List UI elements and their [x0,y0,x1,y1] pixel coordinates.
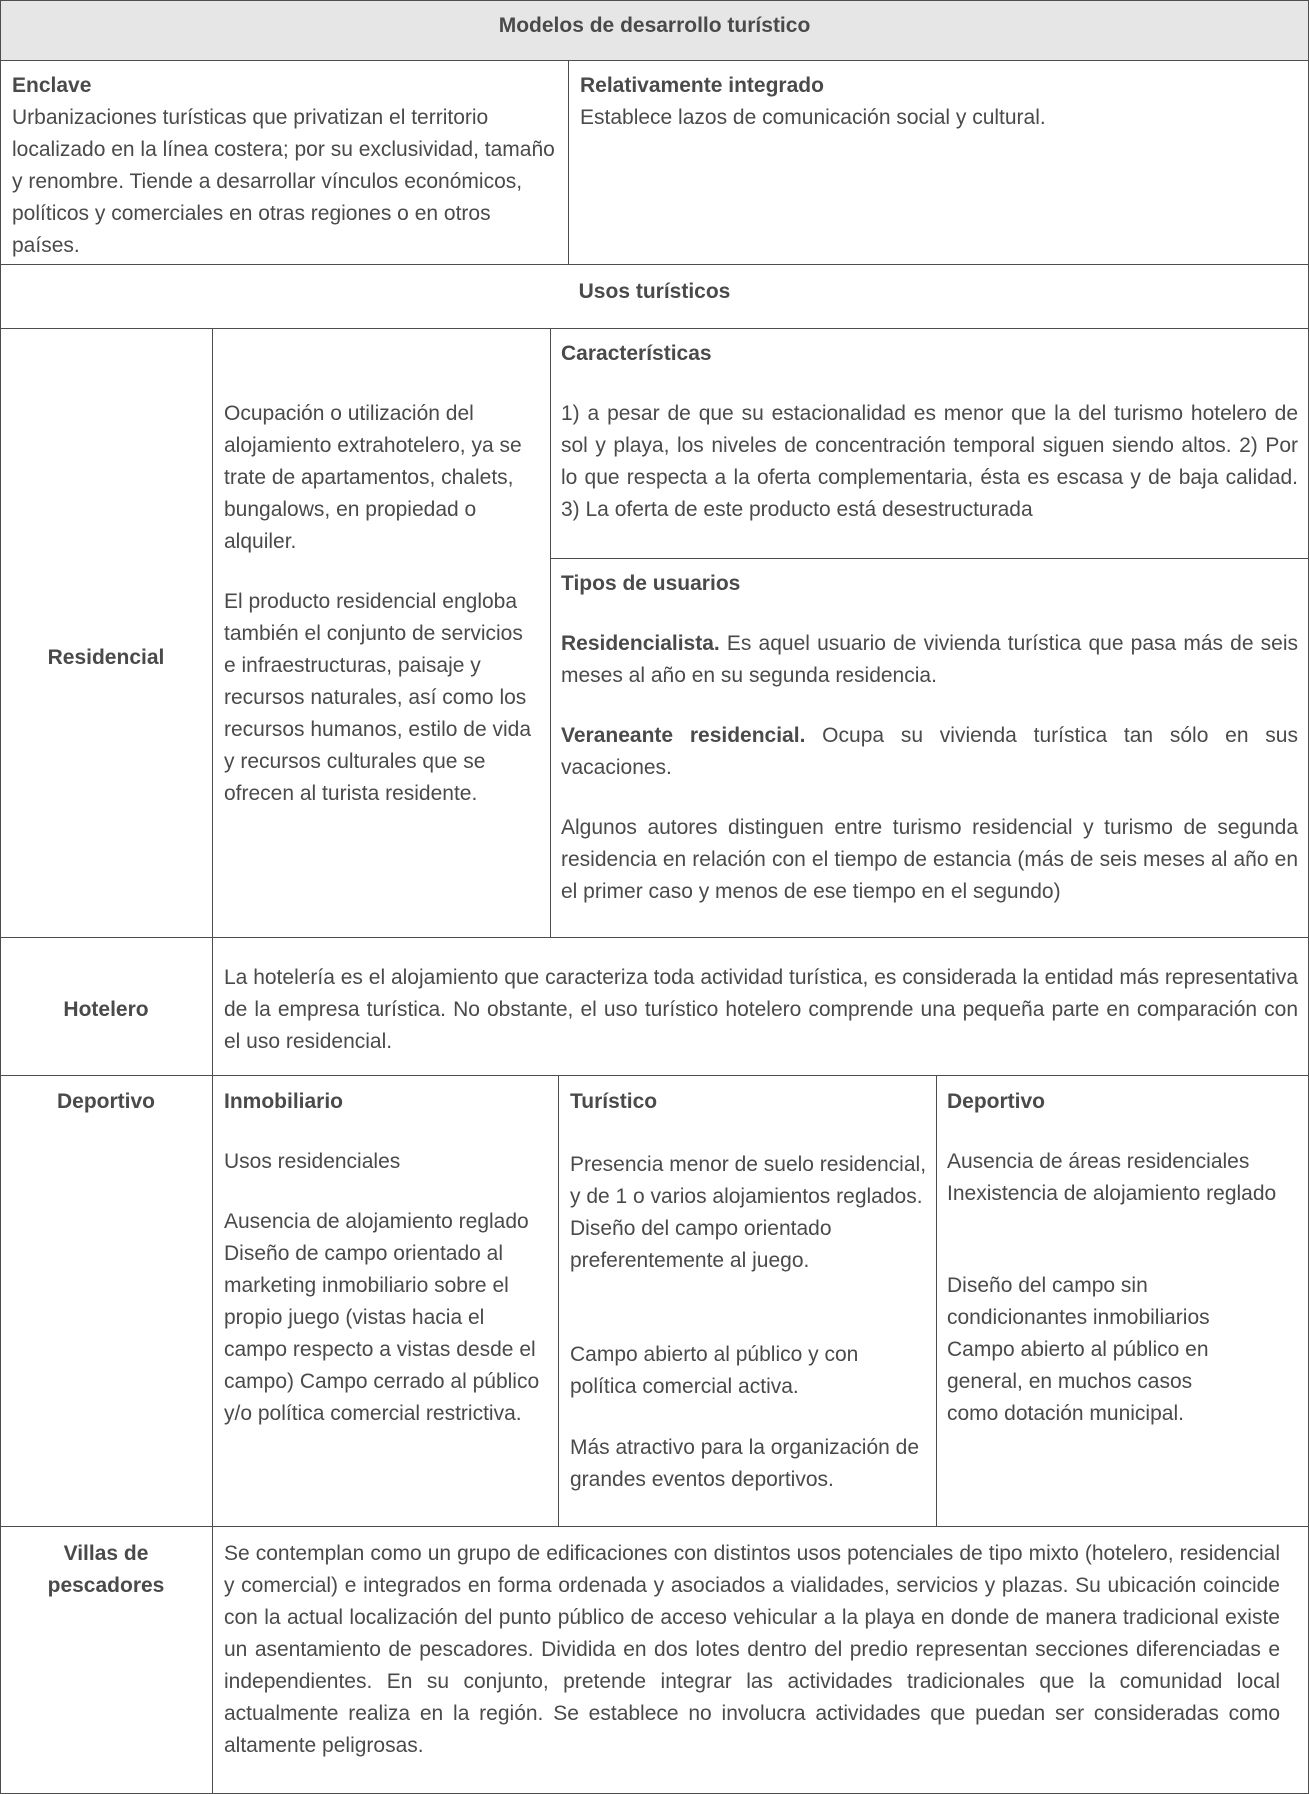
residencialista-definition: Es aquel usuario de vivienda turística que pasa más de seis meses al año en su segunda residencia. [561,632,1298,687]
cell-divider [550,558,1309,559]
residencialista-term: Residencialista. [561,632,720,655]
row-divider [0,937,1309,938]
enclave-title: Enclave [12,74,92,97]
caracteristicas-text: 1) a pesar de que su estacionalidad es menor que la del turismo hotelero de sol y playa, los niveles de concentración temporal siguen siendo altos. 2) Por lo que respecta a la oferta complementaria, ésta es escasa y de baja calidad. 3) La oferta de este producto está desestructurada [561,402,1298,521]
row-divider [0,1526,1309,1527]
turistico-p3: Más atractivo para la organización de grandes eventos deportivos. [570,1436,920,1491]
column-divider [558,1075,559,1526]
column-divider [550,328,551,937]
enclave-text: Urbanizaciones turísticas que privatizan el territorio localizado en la línea costera; por su exclusividad, tamaño y renombre. Tiende a desarrollar vínculos económicos, políticos y comerciales en otras regiones o en otros países. [12,106,555,257]
column-divider [936,1075,937,1526]
inmobiliario-title: Inmobiliario [224,1090,344,1113]
tipos-usuarios-title: Tipos de usuarios [561,572,741,595]
inmobiliario-p2: Ausencia de alojamiento reglado Diseño de campo orientado al marketing inmobiliario sobre el propio juego (vistas hacia el campo respecto a vistas desde el campo) Campo cerrado al público y/o política comercial restrictiva. [224,1210,540,1425]
deportivo-sub-title: Deportivo [947,1090,1046,1113]
veraneante-term: Veraneante residencial. [561,724,806,747]
turistico-title: Turístico [570,1090,658,1113]
hotelero-text: La hotelería es el alojamiento que caracteriza toda actividad turística, es considerada la entidad más representativa de la empresa turística. No obstante, el uso turístico hotelero comprende una pequeña parte en comparación con el uso residencial. [224,966,1298,1053]
integrado-title: Relativamente integrado [580,74,824,97]
autores-text: Algunos autores distinguen entre turismo residencial y turismo de segunda residencia en relación con el tiempo de estancia (más de seis meses al año en el primer caso y menos de ese tiempo en el segundo) [561,816,1298,903]
column-divider [212,328,213,1794]
veraneante-text [561,720,1298,784]
villas-label: Villas de pescadores [47,1542,165,1597]
row-divider [0,1075,1309,1076]
page-title: Modelos de desarrollo turístico [498,14,811,37]
column-divider [568,60,569,264]
inmobiliario-p1: Usos residenciales [224,1150,401,1173]
villas-text: Se contemplan como un grupo de edificaciones con distintos usos potenciales de tipo mixto (hotelero, residencial y comercial) e integrados en forma ordenada y asociados a vialidades, servicios y plazas. Su ubicación coincide con la actual localización del punto público de acceso vehicular a la playa en donde de manera tradicional existe un asentamiento de pescadores. Dividida en dos lotes dentro del predio representan secciones diferenciadas e independientes. En su conjunto, pretende integrar las actividades tradicionales que la comunidad local actualmente realiza en la región. Se establece no involucra actividades que puedan ser consideradas como altamente peligrosas. [224,1542,1280,1757]
turistico-p2: Campo abierto al público y con política comercial activa. [570,1343,859,1398]
integrado-text: Establece lazos de comunicación social y cultural. [580,106,1046,129]
row-divider [0,264,1309,265]
residencial-desc-1: Ocupación o utilización del alojamiento extrahotelero, ya se trate de apartamentos, chalets, bungalows, en propiedad o alquiler. [224,402,522,553]
residencial-desc-2: El producto residencial engloba también el conjunto de servicios e infraestructuras, paisaje y recursos naturales, así como los recursos humanos, estilo de vida y recursos culturales que se ofrecen al turista residente. [224,590,531,805]
usos-title: Usos turísticos [578,280,731,303]
residencialista-text [561,628,1298,692]
row-divider [0,328,1309,329]
hotelero-label: Hotelero [63,998,149,1021]
veraneante-definition: Ocupa su vivienda turística tan sólo en sus vacaciones. [561,724,1298,779]
deportivo-sub-p2: Diseño del campo sin condicionantes inmobiliarios Campo abierto al público en general, en muchos casos como dotación municipal. [947,1274,1210,1425]
residencial-label: Residencial [47,646,165,669]
row-divider [0,60,1309,61]
deportivo-label: Deportivo [56,1090,155,1113]
caracteristicas-title: Características [561,342,712,365]
turistico-p1: Presencia menor de suelo residencial, y de 1 o varios alojamientos reglados. Diseño del campo orientado preferentemente al juego. [570,1153,927,1272]
deportivo-sub-p1: Ausencia de áreas residenciales Inexistencia de alojamiento reglado [947,1150,1277,1205]
